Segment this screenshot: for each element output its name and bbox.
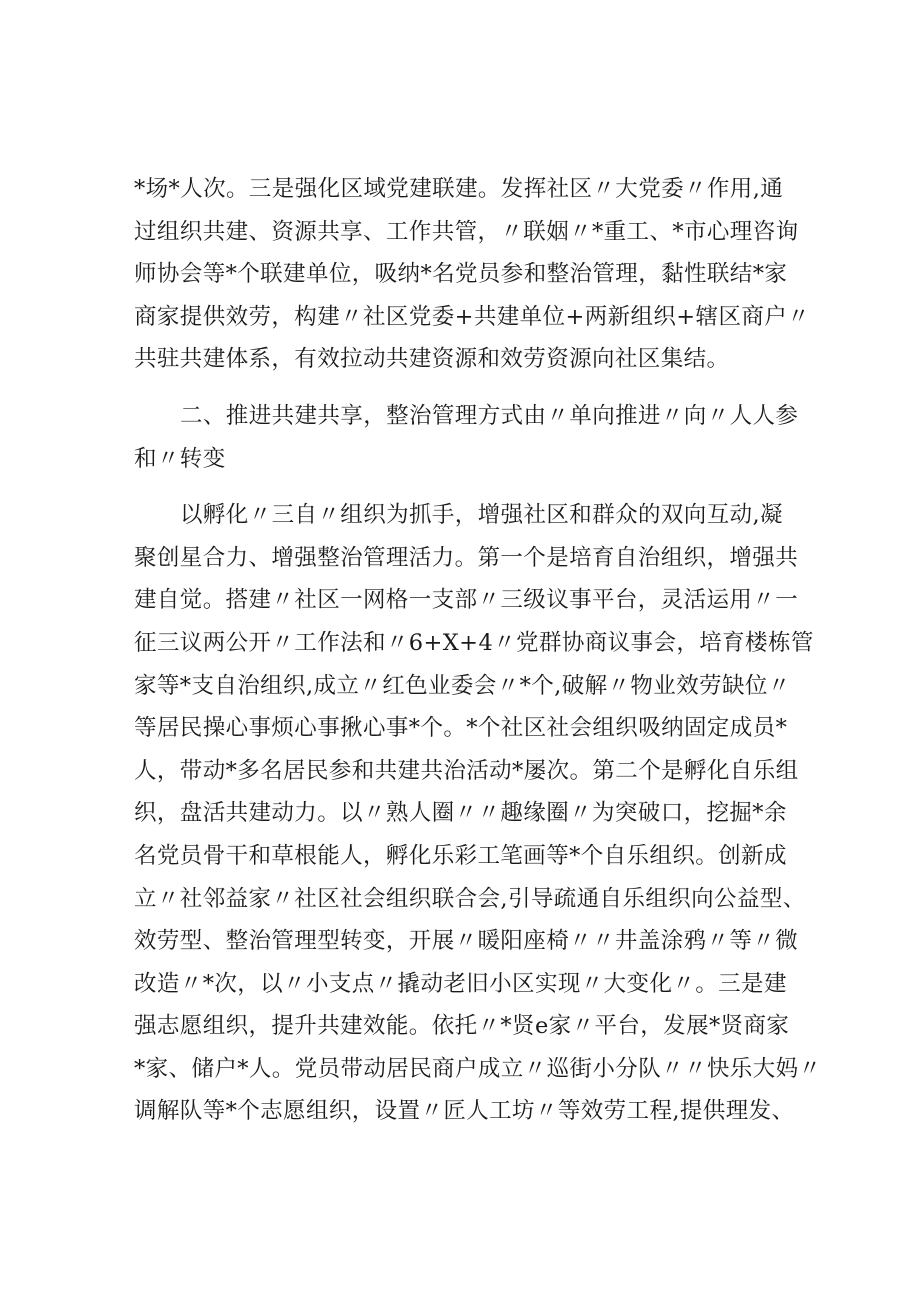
text-line: 效劳型、整治管理型转变，开展〃暖阳座椅〃〃井盖涂鸦〃等〃微 (134, 928, 799, 955)
paragraph-2 (134, 494, 822, 1133)
text-line: 以孵化〃三自〃组织为抓手，增强社区和群众的双向互动,凝 (180, 502, 783, 529)
paragraph-spacer (134, 480, 804, 494)
text-line: *场*人次。三是强化区域党建联建。发挥社区〃大党委〃作用,通 (134, 176, 784, 202)
heading-line: 和〃转变 (134, 445, 226, 472)
text-line: 等居民操心事烦心事揪心事*个。*个社区社会组织吸纳固定成员* (134, 715, 788, 742)
text-line: 强志愿组织，提升共建效能。依托〃*贤e家〃平台，发展*贤商家 (134, 1013, 790, 1040)
paragraph-1 (134, 168, 811, 381)
text-line: *家、储户*人。党员带动居民商户成立〃巡街小分队〃〃快乐大妈〃 (134, 1055, 822, 1082)
text-line: 商家提供效劳，构建〃社区党委+共建单位+两新组织+辖区商户〃 (134, 303, 811, 330)
text-line: 立〃社邻益家〃社区社会组织联合会,引导疏通自乐组织向公益型、 (134, 885, 806, 912)
text-line: 建自觉。搭建〃社区一网格一支部〃三级议事平台，灵活运用〃一 (134, 587, 799, 614)
text-line: 名党员骨干和草根能人，孵化乐彩工笔画等*个自乐组织。创新成 (134, 842, 787, 869)
paragraph-spacer (134, 381, 804, 395)
text-line: 家等*支自治组织,成立〃红色业委会〃*个,破解〃物业效劳缺位〃 (134, 672, 791, 699)
text-line: 调解队等*个志愿组织，设置〃匠人工坊〃等效劳工程,提供理发、 (134, 1098, 795, 1125)
section-heading (134, 395, 804, 480)
text-line: 织，盘活共建动力。以〃熟人圈〃〃趣缘圈〃为突破口，挖掘*余 (134, 800, 787, 827)
text-line: 师协会等*个联建单位，吸纳*名党员参和整治管理，黏性联结*家 (134, 261, 788, 288)
text-line: 征三议两公开〃工作法和〃6+X+4〃党群协商议事会，培育楼栋管 (134, 629, 814, 656)
heading-line: 二、推进共建共享，整治管理方式由〃单向推进〃向〃人人参 (180, 402, 799, 429)
text-line: 过组织共建、资源共享、工作共管，〃联姻〃*重工、*市心理咨询 (134, 218, 799, 245)
text-line: 人，带动*多名居民参和共建共治活动*屡次。第二个是孵化自乐组 (134, 757, 799, 784)
text-line: 改造〃*次，以〃小支点〃撬动老旧小区实现〃大变化〃。三是建 (134, 970, 787, 997)
text-line: 共驻共建体系，有效拉动共建资源和效劳资源向社区集结。 (134, 346, 730, 373)
text-line: 聚创星合力、增强整治管理活力。第一个是培育自治组织，增强共 (134, 544, 799, 571)
document-body (134, 168, 822, 1133)
